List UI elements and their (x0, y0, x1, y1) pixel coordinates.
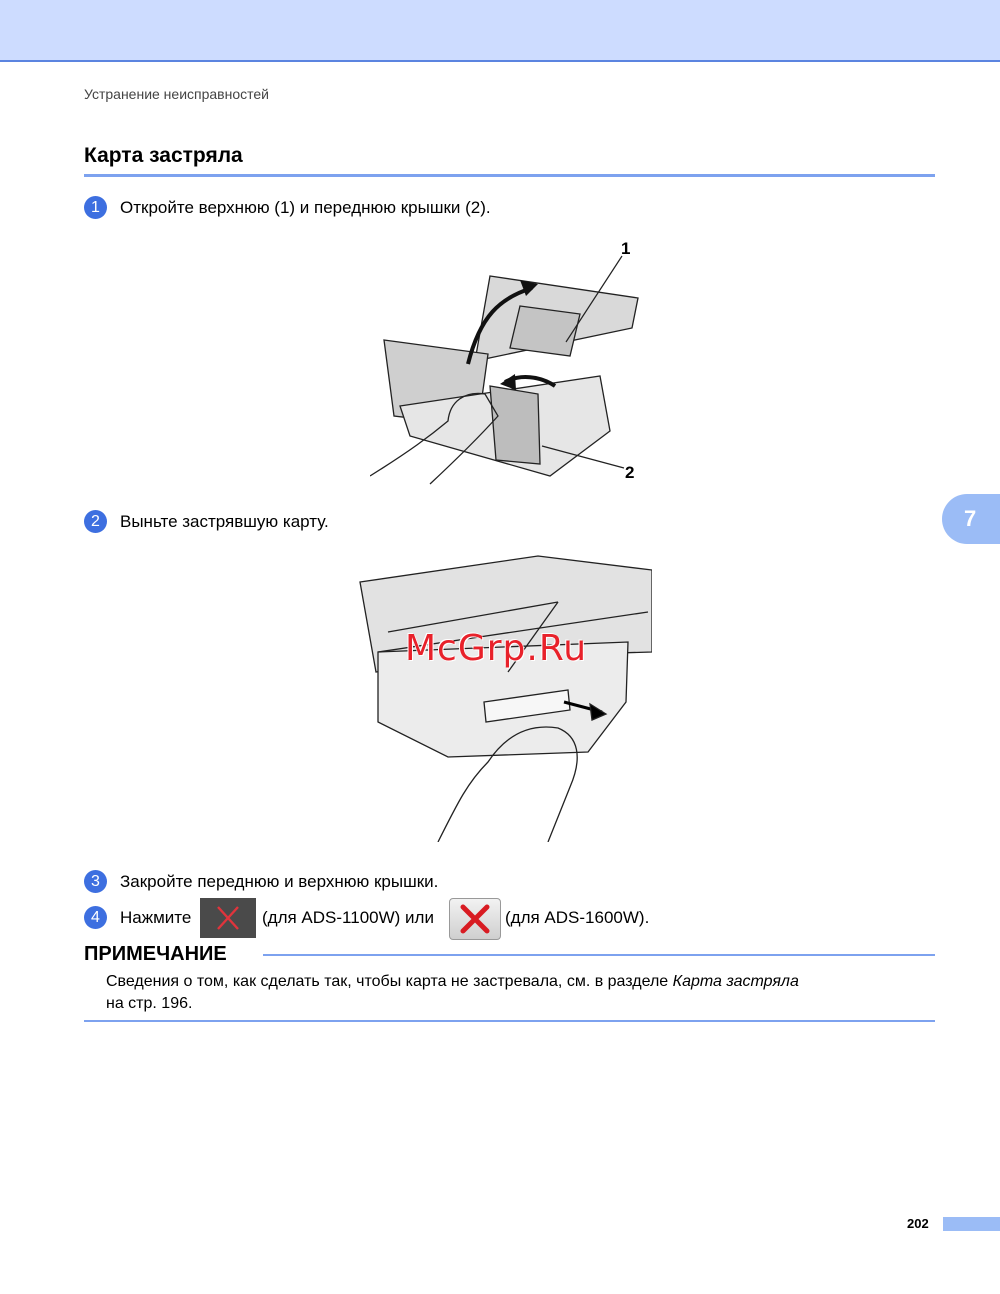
close-icon (450, 899, 500, 939)
step-3-text: Закройте переднюю и верхнюю крышки. (120, 872, 439, 891)
page-number: 202 (907, 1216, 929, 1231)
step-2-number: 2 (84, 510, 107, 533)
note-body (106, 971, 926, 1015)
watermark: McGrp.Ru (405, 628, 588, 669)
breadcrumb: Устранение неисправностей (84, 86, 269, 102)
note-page-ref: на стр. 196. (106, 995, 193, 1012)
figure-remove-card (358, 552, 652, 842)
step-1-number: 1 (84, 196, 107, 219)
step-3-number: 3 (84, 870, 107, 893)
title-divider (84, 174, 935, 177)
stop-key-ads1100w (200, 898, 256, 938)
step-2-text: Выньте застрявшую карту. (120, 512, 329, 531)
page-title: Карта застряла (84, 144, 243, 167)
note-divider (263, 954, 935, 956)
note-heading: ПРИМЕЧАНИЕ (84, 943, 227, 965)
header-band (0, 0, 1000, 62)
step-4-suffix: (для ADS-1600W). (505, 908, 650, 927)
note-reference-link[interactable]: Карта застряла (672, 973, 799, 990)
close-icon (200, 898, 256, 938)
note-text: Сведения о том, как сделать так, чтобы карта не застревала, см. в разделе (106, 973, 673, 990)
callout-1: 1 (621, 239, 631, 258)
callout-2: 2 (625, 463, 635, 482)
step-4-prefix: Нажмите (120, 908, 192, 927)
note-bottom-divider (84, 1020, 935, 1022)
step-4-number: 4 (84, 906, 107, 929)
figure-open-covers (370, 236, 660, 486)
chapter-tab[interactable]: 7 (942, 494, 1000, 544)
page-tab (943, 1217, 1000, 1231)
step-1-text: Откройте верхнюю (1) и переднюю крышки (2). (120, 198, 491, 217)
step-4-middle: (для ADS-1100W) или (262, 908, 434, 927)
stop-key-ads1600w (449, 898, 501, 940)
